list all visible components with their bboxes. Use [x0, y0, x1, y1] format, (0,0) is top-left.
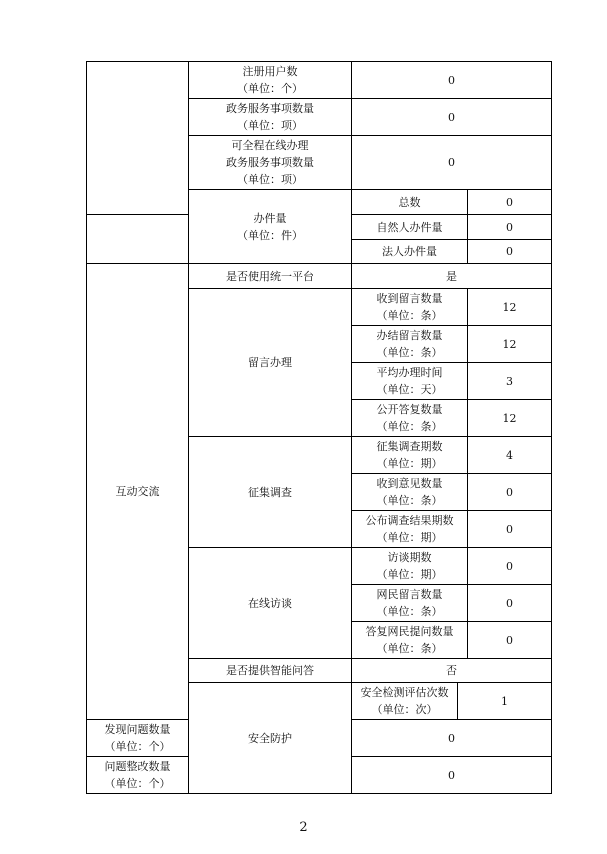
issues-fixed-label: 问题整改数量: [104, 760, 171, 773]
sub-label-cell: [352, 511, 468, 548]
value-cell: 0: [468, 585, 552, 622]
sub-label-cell: [352, 474, 468, 511]
value-cell: 0: [468, 215, 552, 240]
label-cell: [189, 99, 352, 136]
unit-label: （单位：项）: [237, 119, 303, 132]
value-cell: 是: [352, 264, 552, 289]
label-cell: 是否使用统一平台: [189, 264, 352, 289]
page-number: 2: [299, 820, 308, 835]
label-cell: [189, 136, 352, 190]
value-cell: 0: [352, 757, 552, 794]
unit-label: （单位：期）: [376, 568, 443, 581]
value-cell: 0: [352, 99, 552, 136]
sub-label-cell: 总数: [352, 190, 468, 215]
group-cell: 征集调查: [189, 437, 352, 548]
value-cell: 4: [468, 437, 552, 474]
sub-label-cell: 法人办件量: [352, 240, 468, 264]
sub-label-cell: [352, 400, 468, 437]
unit-label: （单位：期）: [376, 457, 443, 470]
group-cell: 留言办理: [189, 289, 352, 437]
value-cell: 0: [352, 720, 552, 757]
unit-label: （单位：项）: [237, 173, 303, 186]
sub-label-cell: 自然人办件量: [352, 215, 468, 240]
interview-periods-label: 访谈期数: [387, 551, 432, 564]
value-cell: 3: [468, 363, 552, 400]
gov-service-items-label: 政务服务事项数量: [226, 102, 314, 115]
value-cell: 0: [468, 622, 552, 659]
value-cell: 12: [468, 326, 552, 363]
registered-users-label: 注册用户数: [242, 65, 298, 78]
unit-label: （单位：件）: [237, 228, 303, 242]
sub-label-cell: [352, 622, 468, 659]
value-cell: 0: [468, 240, 552, 264]
sub-label-cell: [352, 548, 468, 585]
answered-label: 答复网民提问数量: [365, 625, 454, 638]
unit-label: （单位：个）: [237, 82, 303, 95]
messages-received-label: 收到留言数量: [376, 292, 443, 305]
value-cell: 0: [468, 548, 552, 585]
assessments-label: 安全检测评估次数: [360, 686, 449, 699]
unit-label: （单位：期）: [376, 531, 443, 544]
issues-found-label: 发现问题数量: [104, 723, 171, 736]
statistics-table: [86, 61, 552, 794]
online-items-label-line1: 可全程在线办理: [231, 139, 309, 152]
sub-label-cell: [352, 289, 468, 326]
public-replies-label: 公开答复数量: [376, 403, 443, 416]
unit-label: （单位：个）: [104, 740, 171, 753]
value-cell: 12: [468, 289, 552, 326]
sub-label-cell: [352, 437, 468, 474]
netizen-msgs-label: 网民留言数量: [376, 588, 443, 601]
sub-label-cell: [352, 363, 468, 400]
category-cell-blank: [87, 215, 189, 264]
unit-label: （单位：条）: [376, 309, 443, 322]
category-cell: 安全防护: [189, 683, 352, 794]
unit-label: （单位：条）: [376, 605, 443, 618]
unit-label: （单位：条）: [376, 346, 443, 359]
group-cell: 在线访谈: [189, 548, 352, 659]
value-cell: 否: [352, 659, 552, 683]
value-cell: 0: [468, 511, 552, 548]
category-cell: 互动交流: [87, 264, 189, 720]
unit-label: （单位：次）: [371, 703, 438, 716]
value-cell: 0: [468, 474, 552, 511]
unit-label: （单位：条）: [376, 494, 443, 507]
label-cell: 是否提供智能问答: [189, 659, 352, 683]
label-cell: [189, 62, 352, 99]
unit-label: （单位：个）: [104, 777, 171, 790]
unit-label: （单位：天）: [376, 383, 443, 396]
unit-label: （单位：条）: [376, 420, 443, 433]
label-cell: [87, 757, 189, 794]
workload-label: 办件量: [253, 211, 287, 225]
value-cell: 0: [352, 136, 552, 190]
label-cell: [352, 683, 458, 720]
category-cell-blank: [87, 62, 189, 215]
unit-label: （单位：条）: [376, 642, 443, 655]
messages-closed-label: 办结留言数量: [376, 329, 443, 342]
table-row: [87, 62, 552, 99]
value-cell: 12: [468, 400, 552, 437]
table-row: [87, 264, 552, 289]
opinions-label: 收到意见数量: [376, 477, 443, 490]
avg-time-label: 平均办理时间: [376, 366, 443, 379]
online-items-label-line2: 政务服务事项数量: [226, 156, 314, 169]
survey-results-label: 公布调查结果期数: [365, 514, 454, 527]
survey-periods-label: 征集调查期数: [376, 440, 443, 453]
value-cell: 0: [468, 190, 552, 215]
sub-label-cell: [352, 585, 468, 622]
label-cell: [87, 720, 189, 757]
value-cell: 1: [458, 683, 552, 720]
value-cell: 0: [352, 62, 552, 99]
sub-label-cell: [352, 326, 468, 363]
label-cell: [189, 190, 352, 264]
